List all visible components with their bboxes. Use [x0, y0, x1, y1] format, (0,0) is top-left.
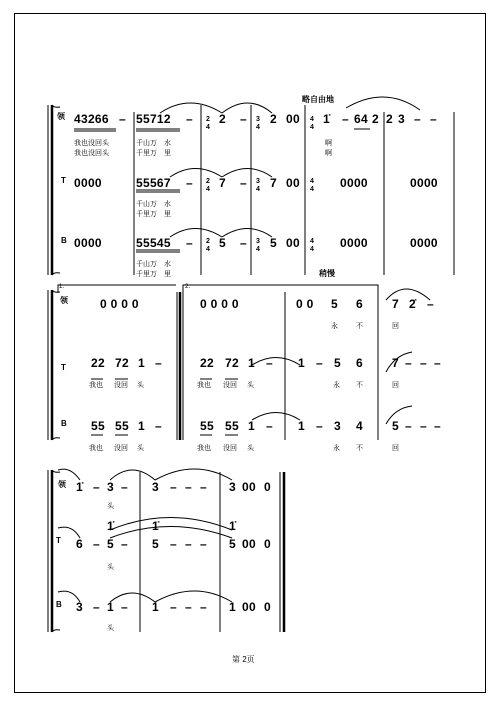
note-group: – [266, 419, 273, 433]
note-group: 00 [242, 600, 256, 614]
upper-note: 1̇ [152, 519, 159, 533]
note-group: – [342, 112, 349, 126]
part-label-bass-3: B [56, 600, 62, 609]
note-group: 0000 [410, 236, 438, 250]
note-group: – [155, 419, 162, 433]
note-group: 0 0 0 0 [100, 297, 139, 311]
lyric: 千山万 水 [136, 140, 171, 147]
part-label-tenor-1: T [61, 176, 66, 185]
note-group: – [186, 236, 193, 250]
slur-tenor-3b [110, 518, 232, 531]
note-group: – [434, 419, 441, 433]
slur-tenor-2b [386, 352, 412, 372]
lyric: 头 [247, 382, 254, 389]
note-group: 5 [229, 537, 236, 551]
note-group: 1 [229, 600, 236, 614]
slur-lead-2 [386, 289, 430, 300]
note-group: 2 [372, 112, 379, 126]
note-group: – [240, 176, 247, 190]
note-group: 1̇ [323, 112, 330, 126]
note-group: – [434, 356, 441, 370]
volta-1-bracket [58, 285, 176, 292]
note-group: 3 [76, 600, 83, 614]
lyric: 永 [331, 323, 338, 330]
underline-tenor-1 [136, 190, 180, 192]
note-group: 1 [248, 356, 255, 370]
slur-tenor-1a [170, 169, 222, 178]
note-group: 1 [107, 600, 114, 614]
lyric: 千山万 水 [136, 261, 171, 268]
slur-tenor-1b [222, 169, 272, 178]
note-group: – [93, 537, 100, 551]
slur-bass-2b [386, 406, 412, 424]
tempo-marking-2: 稍慢 [319, 269, 335, 278]
note-group: 5 [270, 236, 277, 250]
note-group: 5 [219, 236, 226, 250]
part-label-lead-1: 领 [57, 112, 65, 121]
part-label-tenor-2: T [61, 363, 66, 372]
lyric: 没回 [223, 382, 237, 389]
note-group: 22 [91, 356, 105, 370]
note-group: 5 [334, 356, 341, 370]
note-group: 3 [398, 112, 405, 126]
note-group: 7 [270, 176, 277, 190]
ts-3-4-tenor: 3 4 [256, 178, 260, 193]
note-group: 3 [152, 480, 159, 494]
note-group: 00 [242, 537, 256, 551]
ts-2-4-bass: 2 4 [206, 238, 210, 253]
note-group: 5 [392, 419, 399, 433]
lyric: 啊 [325, 140, 332, 147]
slur-tenor-3a [58, 527, 80, 538]
slur-lead-1a [160, 103, 222, 113]
volta-1-label: 1. [59, 284, 65, 290]
note-group: 0 [264, 480, 271, 494]
note-group: 55567 [136, 176, 171, 190]
note-group: 3 [107, 480, 114, 494]
lyric: 我也 [89, 445, 103, 452]
underline-bass-1 [136, 250, 180, 252]
note-group: 1 [298, 419, 305, 433]
note-group: – [405, 356, 412, 370]
note-group: – [200, 537, 207, 551]
volta-2-bracket [183, 285, 378, 292]
note-group: 1 [138, 356, 145, 370]
ts-4-4-tenor: 4 4 [310, 178, 314, 193]
note-group: – [414, 112, 421, 126]
note-group: 0000 [340, 176, 368, 190]
lyric-second-verse: 千里万 里 [136, 271, 171, 278]
note-group: – [170, 480, 177, 494]
slur-bass-3a [58, 591, 80, 602]
note-group: – [420, 356, 427, 370]
note-group: – [200, 480, 207, 494]
note-group: 1 [298, 356, 305, 370]
note-group: – [430, 112, 437, 126]
slur-tenor-2a [252, 358, 300, 366]
note-group: – [427, 297, 434, 311]
lyric: 永 [333, 445, 340, 452]
note-group: – [185, 537, 192, 551]
lyric: 没回 [223, 445, 237, 452]
note-group: – [185, 480, 192, 494]
volta-2-label: 2. [185, 284, 191, 290]
ts-2-4-lead: 2 4 [206, 116, 210, 131]
note-group: 55712 [136, 112, 171, 126]
lyric: 我也 [197, 382, 211, 389]
note-group: 5 [107, 537, 114, 551]
note-group: 5 [152, 537, 159, 551]
note-group: – [420, 419, 427, 433]
note-group: 0000 [74, 236, 102, 250]
note-group: 1 [248, 419, 255, 433]
note-group: – [93, 480, 100, 494]
note-group: 43266 [74, 112, 109, 126]
note-group: 0 0 [296, 297, 314, 311]
note-group: – [405, 419, 412, 433]
note-group: – [121, 600, 128, 614]
note-group: 2 [270, 112, 277, 126]
note-group: 3 [229, 480, 236, 494]
upper-note: 1̇ [107, 519, 114, 533]
note-group: 72 [225, 356, 239, 370]
lyric: 头 [247, 445, 254, 452]
note-group: 5 [331, 297, 338, 311]
slur-lead-1c [346, 97, 420, 110]
note-group: 7 [392, 297, 399, 311]
note-group: – [170, 537, 177, 551]
note-group: – [170, 600, 177, 614]
note-group: 6 [356, 297, 363, 311]
note-group: 64 [354, 112, 368, 126]
slur-bass-1a [170, 229, 222, 238]
slur-lead-1b [222, 103, 272, 113]
note-group: – [186, 176, 193, 190]
part-label-bass-2: B [61, 419, 67, 428]
ts-2-4-tenor: 2 4 [206, 178, 210, 193]
lyric: 我也 [89, 382, 103, 389]
slur-lead-3b [110, 470, 155, 480]
slur-bass-3b [110, 593, 155, 602]
note-group: 6 [356, 356, 363, 370]
ts-4-4-bass: 4 4 [310, 238, 314, 253]
note-group: 0 0 0 0 [200, 297, 239, 311]
ts-3-4-bass: 3 4 [256, 238, 260, 253]
lyric: 头 [107, 503, 114, 510]
note-group: – [121, 537, 128, 551]
slur-lead-3a [58, 469, 80, 480]
lyric: 头 [137, 445, 144, 452]
note-group: 72 [115, 356, 129, 370]
note-group: 3 [334, 419, 341, 433]
lyric: 头 [137, 382, 144, 389]
note-group: 4 [356, 419, 363, 433]
tempo-marking-1: 略自由地 [302, 95, 334, 104]
note-group: – [266, 356, 273, 370]
note-group: 7 [392, 356, 399, 370]
lyric: 没回 [114, 445, 128, 452]
note-group: 1 [152, 600, 159, 614]
part-label-tenor-3: T [56, 536, 61, 545]
note-group: – [316, 356, 323, 370]
note-group: 2 [219, 112, 226, 126]
note-group: 0 [264, 600, 271, 614]
ts-3-4-lead: 3 4 [256, 116, 260, 131]
note-group: 1 [138, 419, 145, 433]
lyric-second-verse: 千里万 里 [136, 211, 171, 218]
note-group: 55 [200, 419, 214, 433]
lyric: 不 [356, 445, 363, 452]
note-group: – [240, 112, 247, 126]
lyric: 不 [356, 323, 363, 330]
note-group: – [240, 236, 247, 250]
lyric: 回 [392, 382, 399, 389]
note-group: 00 [286, 112, 300, 126]
ts-4-4-lead: 4 4 [310, 116, 314, 131]
lyric: 回 [392, 445, 399, 452]
note-group: 55 [115, 419, 129, 433]
lyric: 我也没回头 [74, 140, 109, 147]
note-group: – [200, 600, 207, 614]
note-group: 00 [286, 176, 300, 190]
note-group: 2̇ [409, 297, 416, 311]
note-group: – [155, 356, 162, 370]
note-group: 1̇ [76, 480, 83, 494]
lyric: 回 [392, 323, 399, 330]
part-label-lead-2: 领 [60, 296, 68, 305]
upper-note: 1̇ [229, 519, 236, 533]
note-group: 2 [386, 112, 393, 126]
slur-bass-2a [252, 413, 300, 421]
note-group: – [119, 112, 126, 126]
note-group: 6 [76, 537, 83, 551]
lyric: 永 [333, 382, 340, 389]
lyric: 我也 [197, 445, 211, 452]
note-group: 0000 [410, 176, 438, 190]
underline-lead-1b [136, 129, 180, 131]
note-group: 0000 [340, 236, 368, 250]
underline-lead-1a [74, 129, 116, 131]
part-label-bass-1: B [61, 236, 67, 245]
note-group: 7 [219, 176, 226, 190]
note-group: – [316, 419, 323, 433]
note-group: 55545 [136, 236, 171, 250]
part-label-lead-3: 领 [58, 480, 66, 489]
note-group: 0 [264, 537, 271, 551]
note-group: 00 [286, 236, 300, 250]
lyric: 不 [356, 382, 363, 389]
lyric: 头 [107, 564, 114, 571]
page-number: 第 2页 [232, 655, 255, 664]
lyric-second-verse: 我也没回头 [74, 150, 109, 157]
note-group: 0000 [74, 176, 102, 190]
lyric-second-verse: 千里万 里 [136, 150, 171, 157]
note-group: – [121, 480, 128, 494]
slur-bass-1b [222, 229, 272, 238]
lyric: 千山万 水 [136, 201, 171, 208]
note-group: 55 [91, 419, 105, 433]
note-group: – [186, 112, 193, 126]
lyric: 没回 [114, 382, 128, 389]
slur-tenor-3c [110, 527, 232, 539]
note-group: – [93, 600, 100, 614]
lyric-second-verse: 啊 [325, 150, 332, 157]
note-group: 00 [242, 480, 256, 494]
note-group: 55 [225, 419, 239, 433]
note-group: 22 [200, 356, 214, 370]
lyric: 头 [107, 625, 114, 632]
note-group: – [185, 600, 192, 614]
